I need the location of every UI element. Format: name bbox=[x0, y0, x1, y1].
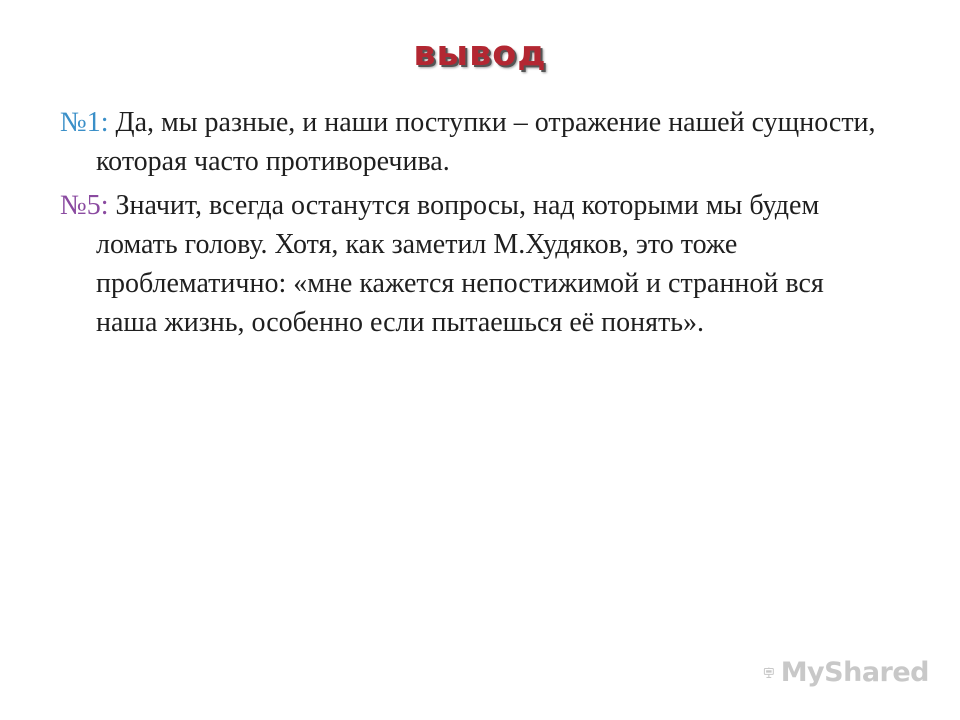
slide-title: вывод bbox=[413, 34, 547, 74]
paragraph-1-text: Да, мы разные, и наши поступки – отражение нашей сущности, которая часто противоречива. bbox=[96, 107, 876, 177]
paragraph-5-label: №5: bbox=[60, 190, 109, 221]
presentation-board-icon bbox=[763, 656, 775, 690]
paragraph-1 bbox=[60, 103, 880, 181]
paragraph-1-label: №1: bbox=[60, 107, 109, 138]
watermark-text: MyShared bbox=[780, 657, 929, 688]
slide-content bbox=[60, 103, 880, 347]
paragraph-5-text: Значит, всегда останутся вопросы, над которыми мы будем ломать голову. Хотя, как заметил М.Худяков, это тоже проблематично: «мне кажется непостижимой и странной вся наша жизнь, особенно если пытаешься её понять». bbox=[96, 190, 824, 338]
paragraph-5 bbox=[60, 186, 880, 342]
myshared-watermark bbox=[763, 655, 929, 691]
